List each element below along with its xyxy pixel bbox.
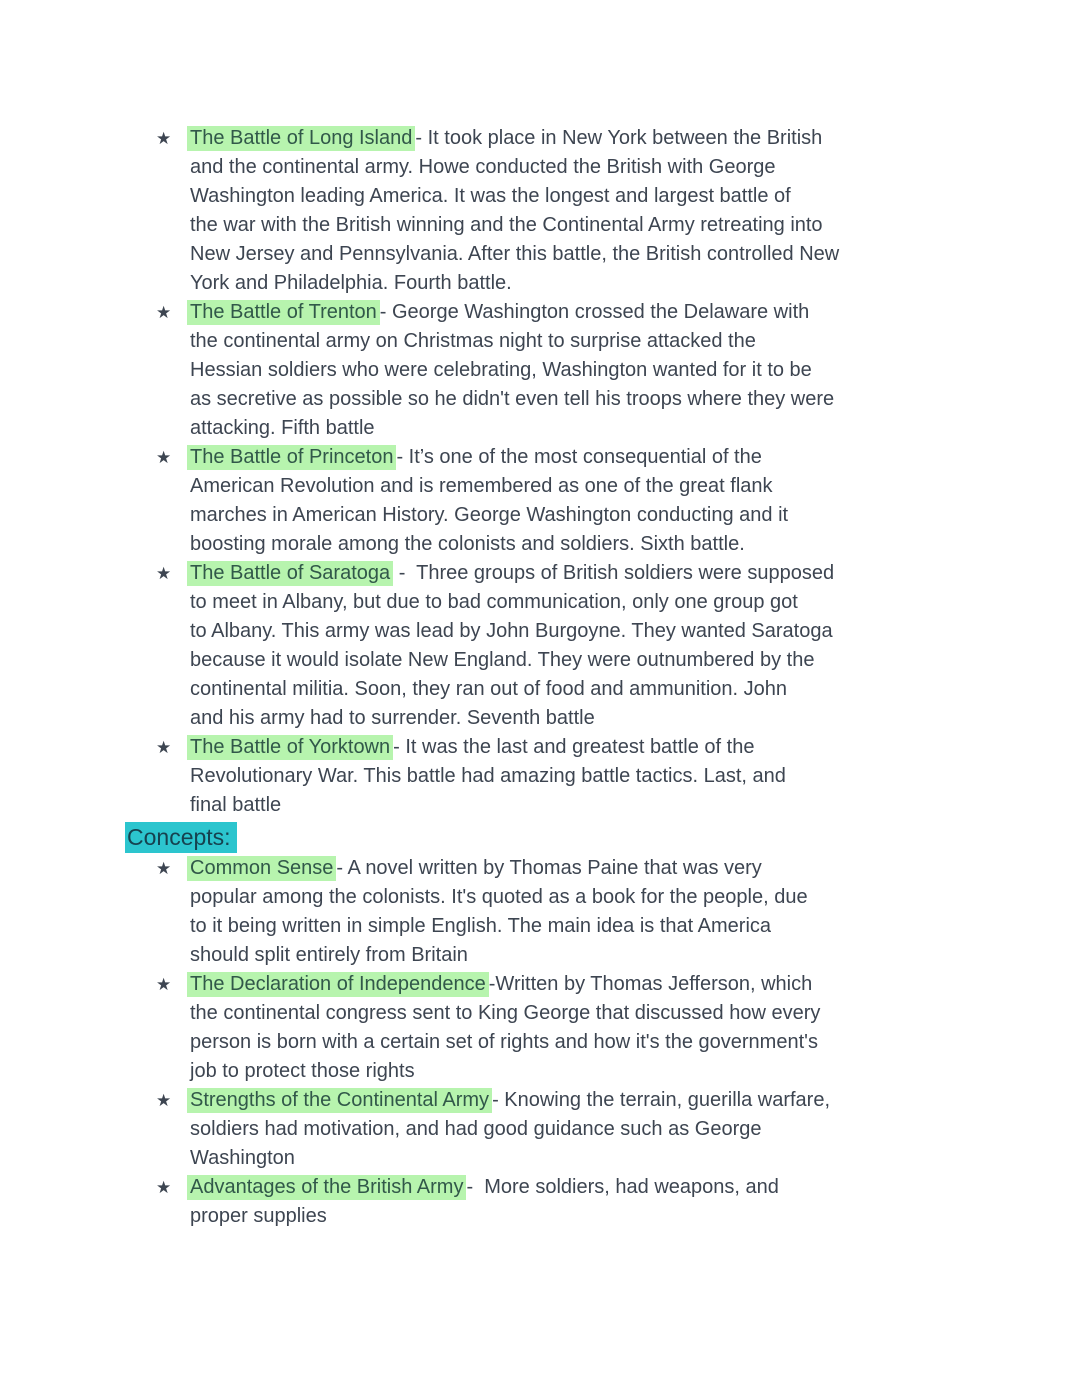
text-line: Washington leading America. It was the longest and largest battle of: [190, 185, 791, 207]
text-line: to it being written in simple English. The main idea is that America: [190, 915, 772, 937]
term-highlight: The Battle of Long Island: [187, 126, 415, 151]
battles-list: [127, 124, 955, 820]
term-description-start: - George Washington crossed the Delaware with: [379, 301, 810, 323]
text-line: [190, 1173, 955, 1202]
term-description-start: -Written by Thomas Jefferson, which: [488, 973, 813, 995]
term-description-start: - It’s one of the most consequential of the: [396, 446, 762, 468]
list-item-text: [190, 733, 955, 820]
list-item-text: [190, 1086, 955, 1173]
term-highlight: The Declaration of Independence: [187, 972, 489, 997]
list-item: [127, 298, 955, 443]
text-line: because it would isolate New England. They were outnumbered by the: [190, 649, 815, 671]
term-highlight: The Battle of Yorktown: [187, 735, 393, 760]
list-item-text: [190, 970, 955, 1086]
text-line: [190, 124, 955, 153]
text-line: to meet in Albany, but due to bad communication, only one group got: [190, 591, 798, 613]
list-item: [127, 443, 955, 559]
star-bullet-icon: ★: [156, 1091, 172, 1110]
term-highlight: Advantages of the British Army: [187, 1175, 466, 1200]
list-item: [127, 559, 955, 733]
text-line: Washington: [190, 1147, 295, 1169]
text-line: and the continental army. Howe conducted the British with George: [190, 156, 776, 178]
concepts-heading-highlight: Concepts:: [125, 822, 237, 853]
text-line: York and Philadelphia. Fourth battle.: [190, 272, 512, 294]
text-line: Revolutionary War. This battle had amazing battle tactics. Last, and: [190, 765, 786, 787]
star-bullet-icon: ★: [156, 738, 172, 757]
list-item: [127, 1086, 955, 1173]
text-line: the continental army on Christmas night to surprise attacked the: [190, 330, 756, 352]
term-highlight: Strengths of the Continental Army: [187, 1088, 492, 1113]
term-description-start: - A novel written by Thomas Paine that was very: [336, 857, 762, 879]
star-bullet-icon: ★: [156, 975, 172, 994]
text-line: as secretive as possible so he didn't even tell his troops where they were: [190, 388, 835, 410]
list-item: [127, 1173, 955, 1231]
text-line: [190, 298, 955, 327]
text-line: Hessian soldiers who were celebrating, Washington wanted for it to be: [190, 359, 812, 381]
term-highlight: The Battle of Princeton: [187, 445, 396, 470]
text-line: the war with the British winning and the Continental Army retreating into: [190, 214, 823, 236]
text-line: job to protect those rights: [190, 1060, 415, 1082]
text-line: soldiers had motivation, and had good guidance such as George: [190, 1118, 762, 1140]
concepts-list: [127, 854, 955, 1231]
text-line: [190, 854, 955, 883]
list-item-text: [190, 443, 955, 559]
text-line: [190, 559, 955, 588]
star-bullet-icon: ★: [156, 129, 172, 148]
list-item-text: [190, 298, 955, 443]
term-highlight: The Battle of Saratoga: [187, 561, 393, 586]
list-item: [127, 854, 955, 970]
list-item-text: [190, 124, 955, 298]
list-item: [127, 970, 955, 1086]
text-line: the continental congress sent to King George that discussed how every: [190, 1002, 821, 1024]
star-bullet-icon: ★: [156, 303, 172, 322]
text-line: proper supplies: [190, 1205, 327, 1227]
text-line: marches in American History. George Washington conducting and it: [190, 504, 789, 526]
text-line: popular among the colonists. It's quoted as a book for the people, due: [190, 886, 808, 908]
term-description-start: - More soldiers, had weapons, and: [466, 1176, 779, 1198]
term-highlight: Common Sense: [187, 856, 336, 881]
term-description-start: - Knowing the terrain, guerilla warfare,: [492, 1089, 831, 1111]
list-item: [127, 124, 955, 298]
section-heading: [127, 822, 955, 852]
text-line: final battle: [190, 794, 282, 816]
text-line: attacking. Fifth battle: [190, 417, 375, 439]
text-line: [190, 970, 955, 999]
list-item-text: [190, 1173, 955, 1231]
term-description-start: - It was the last and greatest battle of the: [393, 736, 755, 758]
term-description-start: - Three groups of British soldiers were supposed: [393, 562, 835, 584]
star-bullet-icon: ★: [156, 859, 172, 878]
text-line: should split entirely from Britain: [190, 944, 468, 966]
text-line: [190, 1086, 955, 1115]
text-line: American Revolution and is remembered as one of the great flank: [190, 475, 773, 497]
text-line: boosting morale among the colonists and soldiers. Sixth battle.: [190, 533, 745, 555]
text-line: New Jersey and Pennsylvania. After this battle, the British controlled New: [190, 243, 840, 265]
text-line: continental militia. Soon, they ran out of food and ammunition. John: [190, 678, 788, 700]
star-bullet-icon: ★: [156, 564, 172, 583]
list-item-text: [190, 559, 955, 733]
star-bullet-icon: ★: [156, 1178, 172, 1197]
list-item: [127, 733, 955, 820]
text-line: person is born with a certain set of rights and how it's the government's: [190, 1031, 818, 1053]
term-highlight: The Battle of Trenton: [187, 300, 380, 325]
term-description-start: - It took place in New York between the British: [415, 127, 823, 149]
text-line: and his army had to surrender. Seventh battle: [190, 707, 595, 729]
text-line: [190, 443, 955, 472]
list-item-text: [190, 854, 955, 970]
text-line: [190, 733, 955, 762]
text-line: to Albany. This army was lead by John Burgoyne. They wanted Saratoga: [190, 620, 833, 642]
star-bullet-icon: ★: [156, 448, 172, 467]
